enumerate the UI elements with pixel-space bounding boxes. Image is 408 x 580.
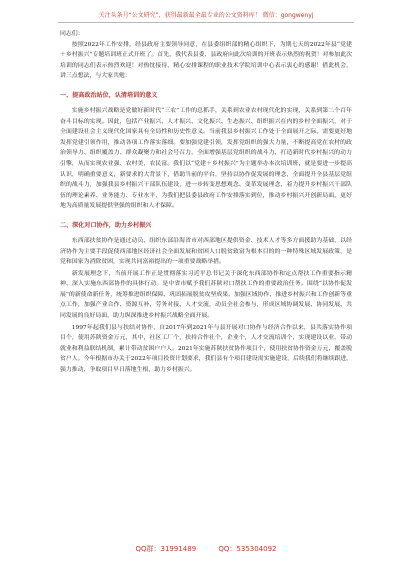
document-body — [60, 29, 352, 377]
section-heading-1: 一、提高政治站位，认清培训的意义 — [60, 91, 158, 99]
qq-group-text: QQ群：31991489 — [135, 545, 197, 553]
section-2-paragraph-2: 新发展理念下，当前开展工作正是贯彻落实习近平总书记关于深化东西部协作和定点帮扶工作重要指示精神、深入实施东西部协作的具体行动。是中省市赋予我们苏陕对口帮扶工作的重要政治任务。围绕“以协作促发展”的新使命新任务，统筹推进组织保障、巩固拓展脱贫攻坚成果、加强区域协作、推进乡村振兴和工作创新等重点工作，加强产业合作、资源互补、劳务对接、人才交流，动员全社会参与，形成区域协调发展、协同发展、共同发展的良好局面，助力纵深推进乡村振兴战略全面开展。 — [60, 270, 352, 320]
qq-number-text: QQ：535304092 — [218, 545, 277, 553]
section-1-paragraph: 实施乡村振兴战略是党做好新时代“三农”工作的总抓手，关系到农业农村现代化的实现，关系到第二个百年奋斗目标的实现。因此，包括产业振兴、人才振兴、文化振兴、生态振兴、组织振兴在内的乡村全面振兴，对于全面建设社会主义现代化国家具有全局性和历史性意义。当前我县乡村振兴工作处于全面展开之际，需要更好地发挥党建引领作用，推动各项工作落实落细。要加强党建引领，发挥党组织的强大力量，不断提高党在农村的政治领导力、组织覆盖力、群众凝聚力和社会号召力，全面增强基层党组织的战斗力，打造新时代乡村振兴的动力引擎，从而实现农业强、农村美、农民富。我们以“党建＋乡村振兴”为主题举办本次培训班，就是要进一步提高认识，明确重要意义，新要求的大背景下，借助当前的平台，坚持以协作促发展的理念，全面提升全县基层党组织的战斗力，加强我县乡村振兴干部队伍建设，进一步转变思想观念、变革发展理念，着力提升乡村振兴干部队伍的理论素养、业务能力、专业水平，为我们把县委县政府工作安排落实到位，推动乡村振兴开创新局面，更好地为高质量发展提供坚强的组织和人才保障。 — [60, 107, 352, 210]
salutation: 同志们： — [60, 31, 84, 37]
intro-paragraph: 按照2022年工作安排，经县政府主要领导同意，在县委组织部的精心组织下，为期七天的2022年县“党建＋乡村振兴”专题培训班正式开班了。首先，我代表县委、县政府向此次培训的开班表示热烈的祝贺！对参加此次培训的同志们表示热烈欢迎！对热忱接待、精心安排课程的职业技术学院培训中心表示衷心的感谢！借此机会，讲三点想法，与大家共勉： — [60, 41, 352, 80]
section-2-paragraph-1: 东西部扶贫协作是通过动员、组织东部沿海省市对西部地区提供资金、技术人才等多方面援助为基础，以经济协作为主要手段促使西部地区经济社会全面发展和贫困人口脱贫致富为根本目的的一种特殊区域发展政策，是党和国家为消除贫困，实现共同富裕提出的一项重要战略举措。 — [60, 237, 352, 266]
footer-contacts — [60, 540, 352, 558]
section-heading-2: 二、深化对口协作，助力乡村振兴 — [60, 221, 152, 229]
header-banner: 关注头条号“公文研究”，获得最新最全最专业的公文资料库！ 微信：gongwenyj — [58, 9, 354, 23]
section-2-paragraph-3: 1997年起我们县与扶结对协作，自2017年到2021年与县开展对口协作与经济合作以来，县共落实协作项目个，使用苏陕资金万元，其中，社区工厂个，扶持合作社个，企业个，人才交流培训个，实现建设以业，带动就业和利益联结机制，累计带动贫困户户人。2021年实施苏陕扶贫协作项目个，使用扶贫协作资金万元，覆盖脱贫户人。今年根据市办关于2022年项目投资计划要求，我们县有个项目建设需实施建设，后续我们将继续跟进，强力推动，争取项目早日落地生根，助力乡村振兴。 — [60, 324, 352, 374]
